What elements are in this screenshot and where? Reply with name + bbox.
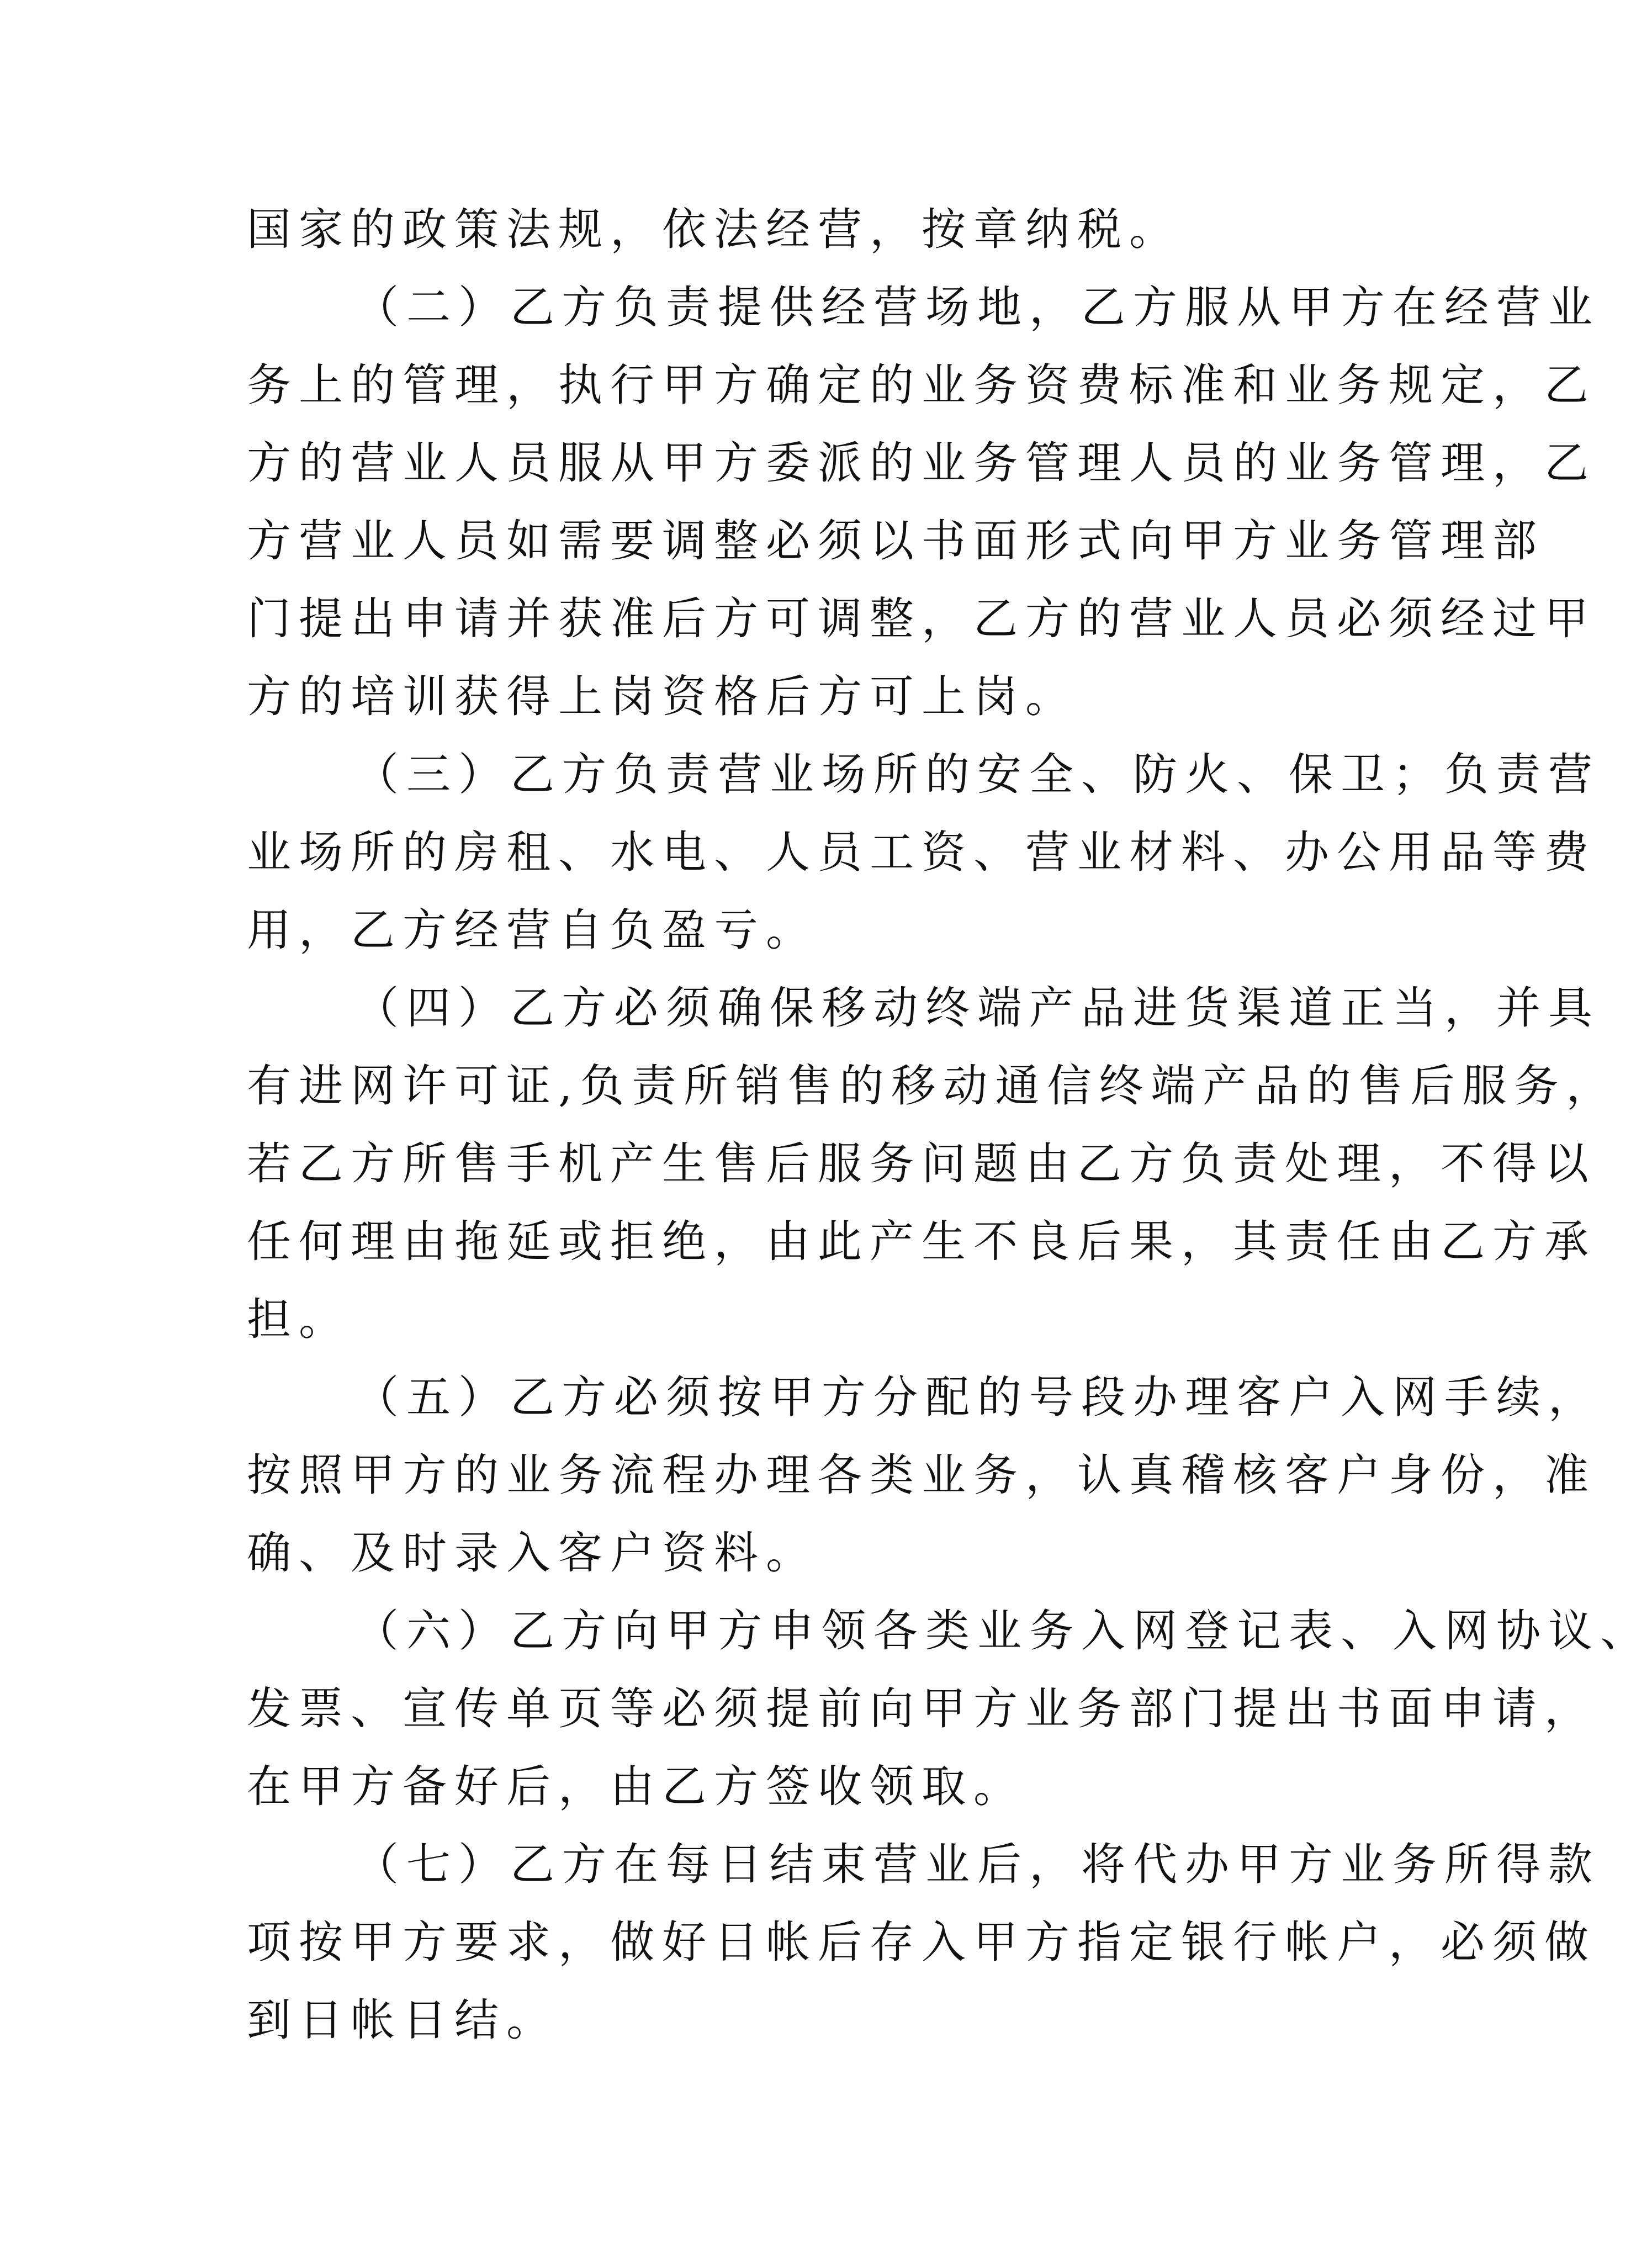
text-line: 项按甲方要求，做好日帐后存入甲方指定银行帐户，必须做 bbox=[247, 1917, 1596, 1968]
clause-5 bbox=[247, 1358, 1600, 1592]
clause-3 bbox=[247, 735, 1600, 969]
text-line: 门提出申请并获准后方可调整，乙方的营业人员必须经过甲 bbox=[247, 593, 1596, 644]
text-line: 按照甲方的业务流程办理各类业务，认真稽核客户身份，准 bbox=[247, 1449, 1596, 1501]
text-line: 任何理由拖延或拒绝，由此产生不良后果，其责任由乙方承 bbox=[247, 1216, 1596, 1267]
text-line: （六）乙方向甲方申领各类业务入网登记表、入网协议、 bbox=[354, 1605, 1652, 1656]
clause-7 bbox=[247, 1825, 1600, 2059]
clause-2 bbox=[247, 268, 1600, 735]
text-line: 业场所的房租、水电、人员工资、营业材料、办公用品等费 bbox=[247, 827, 1596, 878]
text-line: 国家的政策法规，依法经营，按章纳税。 bbox=[247, 204, 1181, 255]
text-line: 方的培训获得上岗资格后方可上岗。 bbox=[247, 671, 1077, 722]
paragraph-continuation bbox=[247, 190, 1357, 268]
text-line: 方的营业人员服从甲方委派的业务管理人员的业务管理，乙 bbox=[247, 437, 1596, 489]
text-line: 在甲方备好后，由乙方签收领取。 bbox=[247, 1761, 1025, 1812]
clause-4 bbox=[247, 969, 1618, 1358]
text-line: 方营业人员如需要调整必须以书面形式向甲方业务管理部 bbox=[247, 515, 1544, 567]
text-line: 发票、宣传单页等必须提前向甲方业务部门提出书面申请， bbox=[247, 1683, 1596, 1734]
text-line: 担。 bbox=[247, 1294, 351, 1345]
clause-6 bbox=[247, 1592, 1652, 1825]
text-line: （二）乙方负责提供经营场地，乙方服从甲方在经营业 bbox=[354, 282, 1600, 333]
text-line: 务上的管理，执行甲方确定的业务资费标准和业务规定，乙 bbox=[247, 359, 1596, 411]
text-line: （四）乙方必须确保移动终端产品进货渠道正当，并具 bbox=[354, 982, 1600, 1034]
text-line: 用，乙方经营自负盈亏。 bbox=[247, 904, 818, 956]
text-line: （五）乙方必须按甲方分配的号段办理客户入网手续， bbox=[354, 1372, 1600, 1423]
text-line: 到日帐日结。 bbox=[247, 1994, 558, 2046]
text-line: 有进网许可证,负责所销售的移动通信终端产品的售后服务， bbox=[247, 1060, 1618, 1112]
text-line: 确、及时录入客户资料。 bbox=[247, 1527, 818, 1579]
text-line: （三）乙方负责营业场所的安全、防火、保卫；负责营 bbox=[354, 749, 1600, 800]
document-body bbox=[247, 190, 1652, 2059]
text-line: 若乙方所售手机产生售后服务问题由乙方负责处理，不得以 bbox=[247, 1138, 1596, 1189]
text-line: （七）乙方在每日结束营业后，将代办甲方业务所得款 bbox=[354, 1839, 1600, 1890]
